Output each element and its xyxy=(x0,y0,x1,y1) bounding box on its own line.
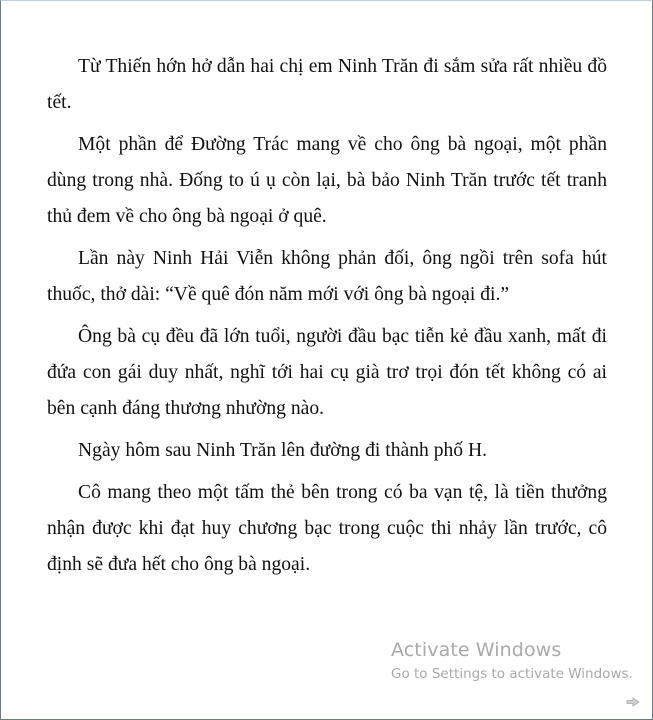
document-body xyxy=(47,49,607,589)
arrow-right-icon xyxy=(626,697,640,707)
watermark-title: Activate Windows xyxy=(391,639,562,661)
watermark-subtitle: Go to Settings to activate Windows. xyxy=(391,666,633,682)
paragraph: Lần này Ninh Hải Viễn không phản đối, ông ngồi trên sofa hút thuốc, thở dài: “Về quê đón năm mới với ông bà ngoại đi.” xyxy=(47,248,607,305)
paragraph: Từ Thiến hớn hở dẫn hai chị em Ninh Trăn đi sắm sửa rất nhiều đồ tết. xyxy=(47,56,607,113)
paragraph: Ông bà cụ đều đã lớn tuổi, người đầu bạc tiễn kẻ đầu xanh, mất đi đứa con gái duy nhất, nghĩ tới hai cụ già trơ trọi đón tết không có ai bên cạnh đáng thương nhường nào. xyxy=(47,326,607,419)
paragraph: Cô mang theo một tấm thẻ bên trong có ba vạn tệ, là tiền thưởng nhận được khi đạt huy chương bạc trong cuộc thi nhảy lần trước, cô định sẽ đưa hết cho ông bà ngoại. xyxy=(47,482,607,575)
paragraph: Ngày hôm sau Ninh Trăn lên đường đi thành phố H. xyxy=(78,440,488,461)
paragraph: Một phần để Đường Trác mang về cho ông bà ngoại, một phần dùng trong nhà. Đống to ú ụ còn lại, bà bảo Ninh Trăn trước tết tranh thủ đem về cho ông bà ngoại ở quê. xyxy=(47,134,607,227)
activate-windows-watermark xyxy=(391,637,633,684)
